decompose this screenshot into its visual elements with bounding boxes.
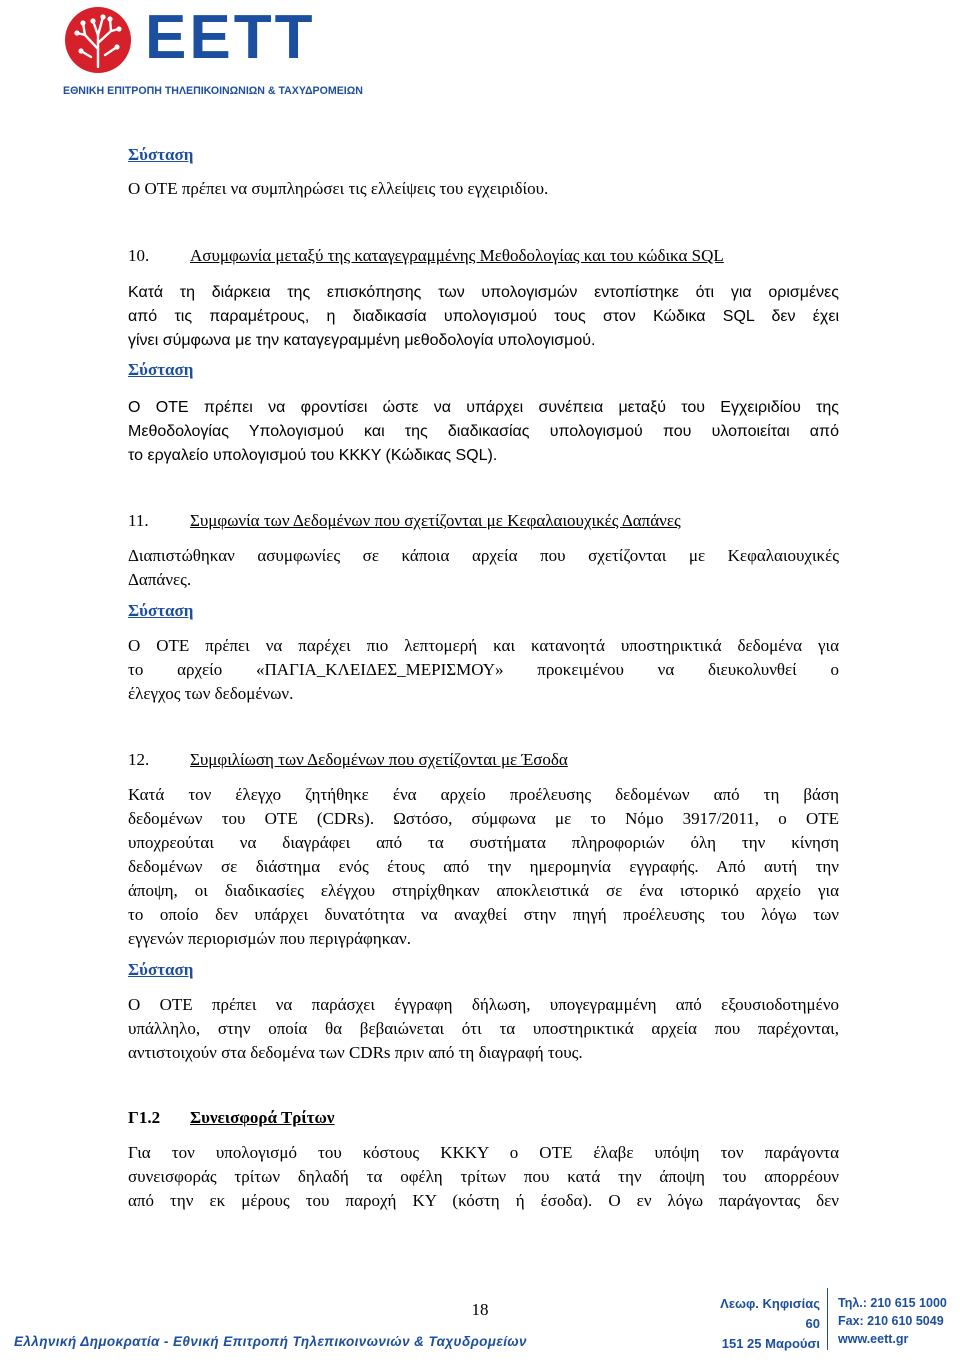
recommendation-heading: Σύσταση [128,360,194,379]
address-line: 151 25 Μαρούσι [721,1336,820,1351]
paragraph-line: Διαπιστώθηκαν ασυμφωνίες σε κάποια αρχεία που σχετίζονται με Κεφαλαιουχικές [128,546,839,565]
section-number: 12. [128,750,150,769]
section-title: Συμφιλίωση των Δεδομένων που σχετίζονται με Έσοδα [190,750,568,769]
paragraph-line: συνεισφοράς τρίτων δηλαδή τα οφέλη τρίτων που κατά την άποψη του απορρέουν [128,1167,839,1186]
paragraph-line: εγγενών περιορισμών που περιγράφηκαν. [128,929,411,948]
paragraph-line: υπάλληλο, στην οποία θα βεβαιώνεται ότι τα υποστηρικτικά αρχεία που παρέχονται, [128,1019,839,1038]
section-11-heading [128,509,681,533]
section-number: 11. [128,511,149,530]
paragraph-line: γίνει σύμφωνα με την καταγεγραμμένη μεθοδολογία υπολογισμού. [128,332,596,349]
paragraph-line: άποψη, οι διαδικασίες ελέγχου στηρίχθηκαν αποκλειστικά σε ένα ιστορικό αρχείο για [128,881,839,900]
paragraph-line: Ο ΟΤΕ πρέπει να φροντίσει ώστε να υπάρχει συνέπεια μεταξύ του Εγχειριδίου της [128,399,839,416]
section-title: Ασυμφωνία μεταξύ της καταγεγραμμένης Μεθοδολογίας και του κώδικα SQL [190,246,724,265]
section-10-heading [128,244,724,268]
footer-divider [827,1288,828,1350]
footer-tagline: Ελληνική Δημοκρατία - Εθνική Επιτροπή Τηλεπικοινωνιών & Ταχυδρομείων [14,1334,527,1349]
section-number: Γ1.2 [128,1108,161,1127]
paragraph-line: Δαπάνες. [128,570,192,589]
paragraph-line: το εργαλείο υπολογισμού του ΚΚΚΥ (Κώδικας SQL). [128,447,498,464]
paragraph-line: το οποίο δεν υπάρχει δυνατότητα να αναχθεί στην πηγή προέλευσης του λόγω των [128,905,839,924]
paragraph-line: Κατά τον έλεγχο ζητήθηκε ένα αρχείο προέλευσης δεδομένων από τη βάση [128,785,839,804]
section-12-heading [128,748,568,772]
footer-address [708,1294,820,1354]
section-g12-heading [128,1106,335,1130]
logo-subtitle: ΕΘΝΙΚΗ ΕΠΙΤΡΟΠΗ ΤΗΛΕΠΙΚΟΙΝΩΝΙΩΝ & ΤΑΧΥΔΡΟΜΕΙΩΝ [63,85,363,97]
phone-text: Τηλ.: 210 615 1000 [838,1296,947,1310]
paragraph-line: Ο ΟΤΕ πρέπει να παρέχει πιο λεπτομερή και κατανοητά υποστηρικτικά δεδομένα για [128,636,839,655]
section-number: 10. [128,246,150,265]
section-title: Συνεισφορά Τρίτων [190,1108,335,1127]
paragraph-line: υποχρεούται να διαγράφει από τα συστήματα πληροφοριών όλη την κίνηση [128,833,839,852]
page-number: 18 [471,1300,489,1319]
logo-wordmark: ΕΕΤΤ [145,3,316,72]
fax-text: Fax: 210 610 5049 [838,1314,944,1328]
paragraph-line: το αρχείο «ΠΑΓΙΑ_ΚΛΕΙΔΕΣ_ΜΕΡΙΣΜΟΥ» προκειμένου να διευκολυνθεί ο [128,660,839,679]
address-line: Λεωφ. Κηφισίας 60 [720,1296,820,1331]
paragraph-line: Ο ΟΤΕ πρέπει να παράσχει έγγραφη δήλωση, υπογεγραμμένη από εξουσιοδοτημένο [128,995,839,1014]
paragraph-line: αντιστοιχούν στα δεδομένα των CDRs πριν από τη διαγραφή τους. [128,1043,583,1062]
recommendation-heading: Σύσταση [128,601,194,620]
paragraph-line: δεδομένων του ΟΤΕ (CDRs). Ωστόσο, σύμφωνα με το Νόμο 3917/2011, ο ΟΤΕ [128,809,839,828]
paragraph-line: δεδομένων σε διάστημα ενός έτους από την ημερομηνία εγγραφής. Από αυτή την [128,857,839,876]
recommendation-heading: Σύσταση [128,145,194,164]
paragraph-text: Ο ΟΤΕ πρέπει να συμπληρώσει τις ελλείψεις του εγχειριδίου. [128,179,549,198]
tree-emblem-icon [63,5,133,75]
section-title: Συμφωνία των Δεδομένων που σχετίζονται με Κεφαλαιουχικές Δαπάνες [190,511,681,530]
paragraph-line: από την εκ μέρους του παροχή ΚΥ (κόστη ή έσοδα). Ο εν λόγω παράγοντας δεν [128,1191,839,1210]
paragraph-line: από τις παραμέτρους, η διαδικασία υπολογισμού τους στον Κώδικα SQL δεν έχει [128,308,839,325]
paragraph-line: Για τον υπολογισμό του κόστους ΚΚΚΥ ο ΟΤΕ έλαβε υπόψη τον παράγοντα [128,1143,839,1162]
paragraph-line: Κατά τη διάρκεια της επισκόπησης των υπολογισμών εντοπίστηκε ότι για ορισμένες [128,284,839,301]
website-link[interactable]: www.eett.gr [838,1332,909,1346]
eett-logo [63,3,363,100]
paragraph-line: Μεθοδολογίας Υπολογισμού και της διαδικασίας υπολογισμού που υλοποιείται από [128,423,839,440]
recommendation-heading: Σύσταση [128,960,194,979]
paragraph-line: έλεγχος των δεδομένων. [128,684,294,703]
footer-contact [838,1294,960,1348]
